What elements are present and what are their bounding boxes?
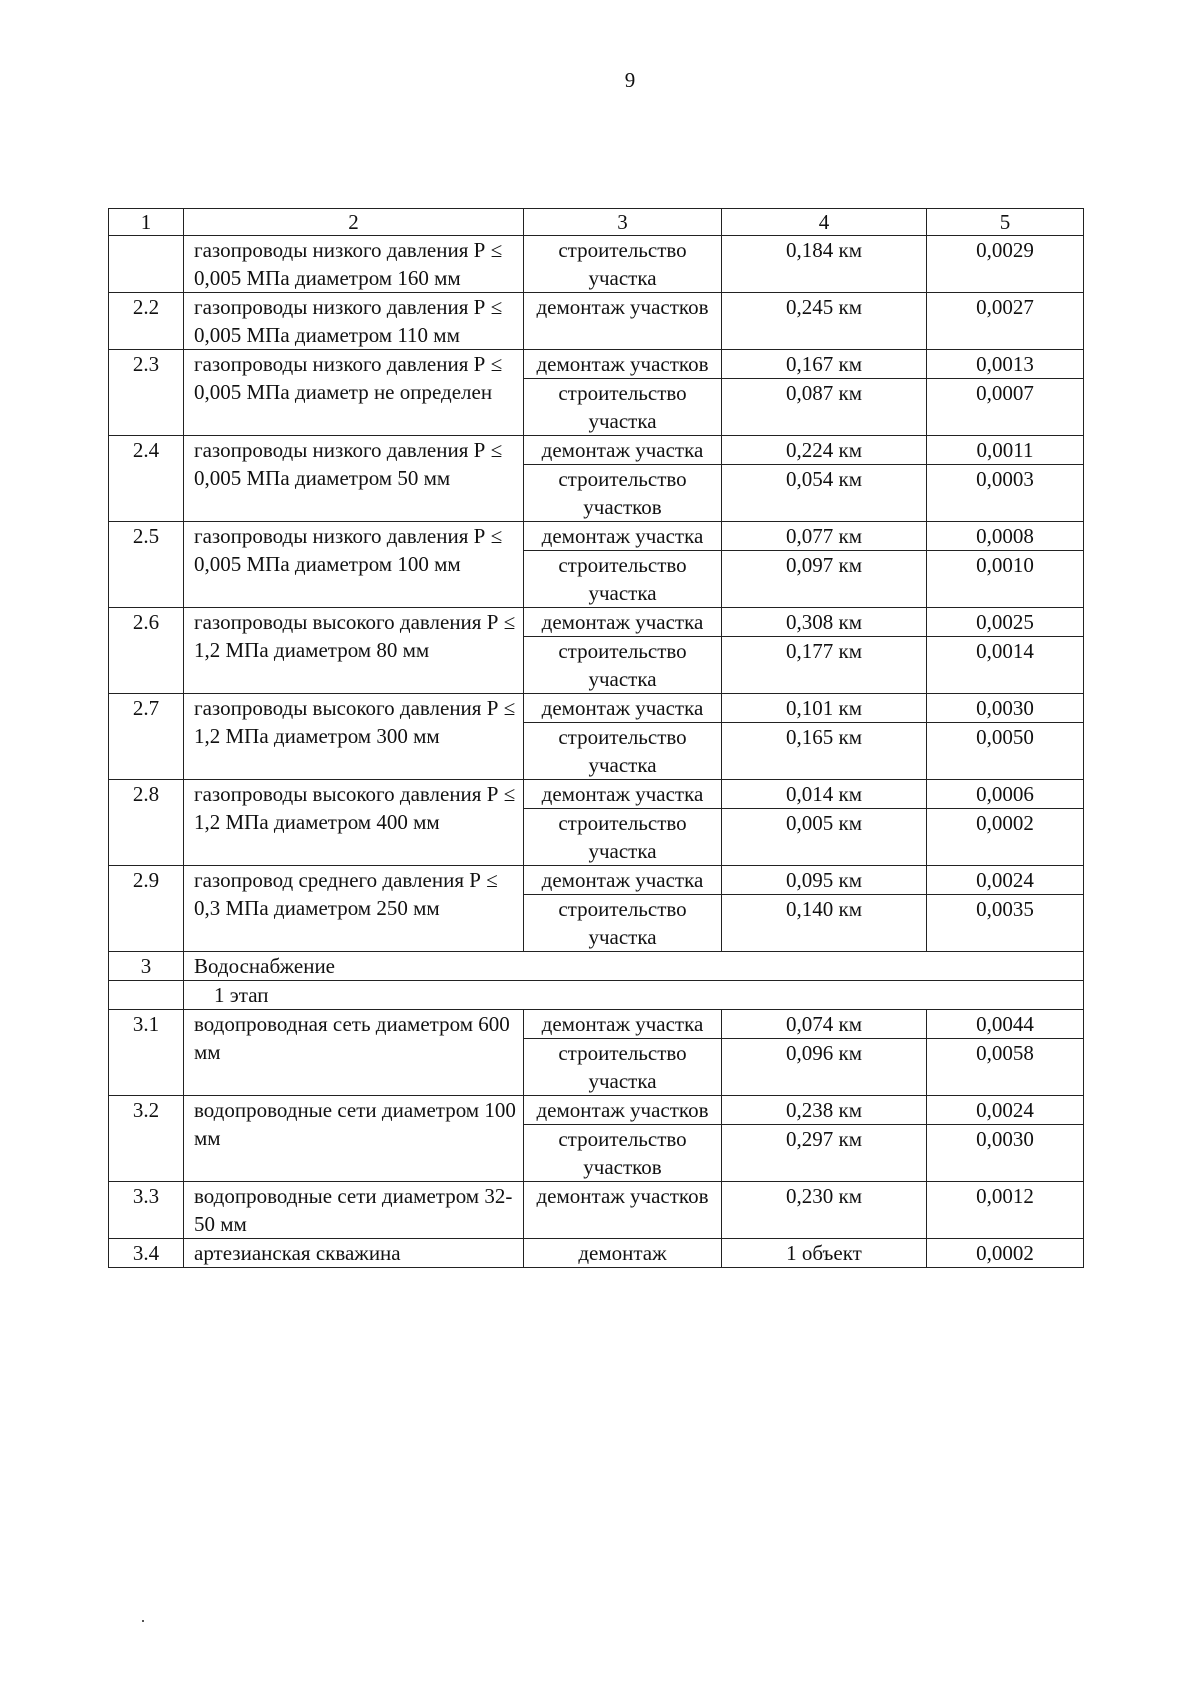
object-description: газопровод среднего давления Р ≤ 0,3 МПа диаметром 250 мм	[184, 866, 524, 952]
length-cell: 0,167 км	[722, 350, 927, 379]
action-cell: демонтаж участков	[524, 350, 722, 379]
row-number: 2.7	[109, 694, 184, 780]
table-row	[109, 436, 1084, 465]
row-number: 2.6	[109, 608, 184, 694]
row-number: 3	[109, 952, 184, 981]
table-row	[109, 1239, 1084, 1268]
action-cell: строительство участка	[524, 379, 722, 436]
length-cell: 0,096 км	[722, 1039, 927, 1096]
value-cell: 0,0030	[927, 694, 1084, 723]
section-title: Водоснабжение	[184, 952, 1084, 981]
length-cell: 0,087 км	[722, 379, 927, 436]
page-number: 9	[624, 68, 636, 92]
action-cell: строительство участка	[524, 637, 722, 694]
action-cell: демонтаж участка	[524, 522, 722, 551]
empty-cell	[109, 981, 184, 1010]
action-cell: строительство участка	[524, 809, 722, 866]
length-cell: 0,184 км	[722, 236, 927, 293]
value-cell: 0,0003	[927, 465, 1084, 522]
value-cell: 0,0024	[927, 1096, 1084, 1125]
object-description: газопроводы высокого давления Р ≤ 1,2 МПа диаметром 80 мм	[184, 608, 524, 694]
header-cell: 5	[927, 209, 1084, 236]
length-cell: 0,177 км	[722, 637, 927, 694]
header-cell: 2	[184, 209, 524, 236]
row-number	[109, 236, 184, 293]
action-cell: демонтаж	[524, 1239, 722, 1268]
object-description: газопроводы низкого давления Р ≤ 0,005 МПа диаметром 50 мм	[184, 436, 524, 522]
action-cell: строительство участка	[524, 723, 722, 780]
action-cell: строительство участка	[524, 1039, 722, 1096]
value-cell: 0,0002	[927, 809, 1084, 866]
row-number: 3.2	[109, 1096, 184, 1182]
row-number: 2.5	[109, 522, 184, 608]
value-cell: 0,0012	[927, 1182, 1084, 1239]
length-cell: 0,097 км	[722, 551, 927, 608]
table-row	[109, 293, 1084, 350]
length-cell: 1 объект	[722, 1239, 927, 1268]
value-cell: 0,0025	[927, 608, 1084, 637]
object-description: водопроводные сети диаметром 32-50 мм	[184, 1182, 524, 1239]
row-number: 3.3	[109, 1182, 184, 1239]
length-cell: 0,165 км	[722, 723, 927, 780]
length-cell: 0,238 км	[722, 1096, 927, 1125]
length-cell: 0,297 км	[722, 1125, 927, 1182]
value-cell: 0,0044	[927, 1010, 1084, 1039]
object-description: газопроводы низкого давления Р ≤ 0,005 МПа диаметром 110 мм	[184, 293, 524, 350]
object-description: газопроводы высокого давления Р ≤ 1,2 МПа диаметром 300 мм	[184, 694, 524, 780]
table-row	[109, 1182, 1084, 1239]
value-cell: 0,0014	[927, 637, 1084, 694]
object-description: водопроводная сеть диаметром 600 мм	[184, 1010, 524, 1096]
objects-table	[108, 208, 1084, 1268]
table-row	[109, 866, 1084, 895]
length-cell: 0,224 км	[722, 436, 927, 465]
stage-row	[109, 981, 1084, 1010]
value-cell: 0,0002	[927, 1239, 1084, 1268]
action-cell: демонтаж участка	[524, 694, 722, 723]
action-cell: демонтаж участков	[524, 1182, 722, 1239]
header-cell: 4	[722, 209, 927, 236]
action-cell: демонтаж участков	[524, 293, 722, 350]
action-cell: демонтаж участка	[524, 1010, 722, 1039]
action-cell: демонтаж участка	[524, 780, 722, 809]
table-row	[109, 694, 1084, 723]
length-cell: 0,308 км	[722, 608, 927, 637]
section-row	[109, 952, 1084, 981]
row-number: 2.4	[109, 436, 184, 522]
table-body	[109, 209, 1084, 1268]
value-cell: 0,0006	[927, 780, 1084, 809]
value-cell: 0,0027	[927, 293, 1084, 350]
length-cell: 0,230 км	[722, 1182, 927, 1239]
object-description: газопроводы низкого давления Р ≤ 0,005 МПа диаметром 100 мм	[184, 522, 524, 608]
object-description: газопроводы низкого давления Р ≤ 0,005 МПа диаметр не определен	[184, 350, 524, 436]
action-cell: строительство участка	[524, 551, 722, 608]
stage-title: 1 этап	[184, 981, 1084, 1010]
length-cell: 0,005 км	[722, 809, 927, 866]
action-cell: демонтаж участка	[524, 608, 722, 637]
length-cell: 0,074 км	[722, 1010, 927, 1039]
value-cell: 0,0008	[927, 522, 1084, 551]
object-description: газопроводы высокого давления Р ≤ 1,2 МПа диаметром 400 мм	[184, 780, 524, 866]
action-cell: строительство участков	[524, 465, 722, 522]
header-cell: 3	[524, 209, 722, 236]
row-number: 2.3	[109, 350, 184, 436]
value-cell: 0,0007	[927, 379, 1084, 436]
value-cell: 0,0035	[927, 895, 1084, 952]
value-cell: 0,0029	[927, 236, 1084, 293]
table-row	[109, 350, 1084, 379]
length-cell: 0,054 км	[722, 465, 927, 522]
value-cell: 0,0050	[927, 723, 1084, 780]
length-cell: 0,077 км	[722, 522, 927, 551]
object-description: артезианская скважина	[184, 1239, 524, 1268]
length-cell: 0,101 км	[722, 694, 927, 723]
table-row	[109, 522, 1084, 551]
action-cell: демонтаж участков	[524, 1096, 722, 1125]
object-description: газопроводы низкого давления Р ≤ 0,005 МПа диаметром 160 мм	[184, 236, 524, 293]
length-cell: 0,014 км	[722, 780, 927, 809]
row-number: 2.9	[109, 866, 184, 952]
value-cell: 0,0030	[927, 1125, 1084, 1182]
value-cell: 0,0024	[927, 866, 1084, 895]
row-number: 2.2	[109, 293, 184, 350]
table-row	[109, 236, 1084, 293]
table-row	[109, 608, 1084, 637]
action-cell: строительство участка	[524, 895, 722, 952]
row-number: 3.1	[109, 1010, 184, 1096]
value-cell: 0,0011	[927, 436, 1084, 465]
row-number: 2.8	[109, 780, 184, 866]
value-cell: 0,0010	[927, 551, 1084, 608]
row-number: 3.4	[109, 1239, 184, 1268]
table-row	[109, 1010, 1084, 1039]
table-header-row	[109, 209, 1084, 236]
action-cell: строительство участка	[524, 236, 722, 293]
length-cell: 0,140 км	[722, 895, 927, 952]
length-cell: 0,095 км	[722, 866, 927, 895]
table-row	[109, 780, 1084, 809]
action-cell: строительство участков	[524, 1125, 722, 1182]
scan-speck	[142, 1620, 144, 1622]
object-description: водопроводные сети диаметром 100 мм	[184, 1096, 524, 1182]
value-cell: 0,0058	[927, 1039, 1084, 1096]
action-cell: демонтаж участка	[524, 436, 722, 465]
header-cell: 1	[109, 209, 184, 236]
length-cell: 0,245 км	[722, 293, 927, 350]
table-row	[109, 1096, 1084, 1125]
value-cell: 0,0013	[927, 350, 1084, 379]
action-cell: демонтаж участка	[524, 866, 722, 895]
